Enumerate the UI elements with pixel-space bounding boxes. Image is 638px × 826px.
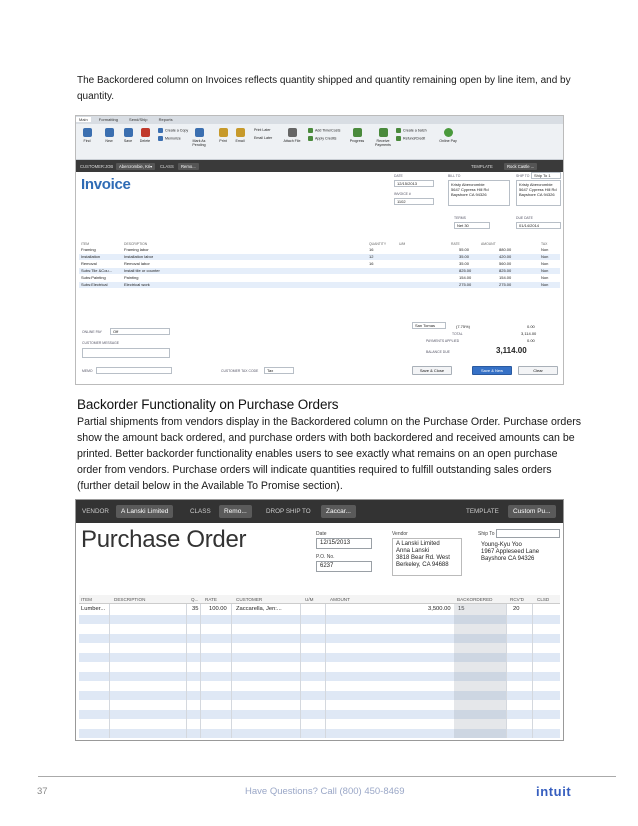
apply-credits-button[interactable]: Apply Credits — [308, 136, 336, 141]
email-icon — [236, 128, 245, 137]
line-desc: Installation labor — [124, 254, 154, 259]
intro-text: The Backordered column on Invoices reflects quantity shipped and quantity remaining open by line item, and by quantity. — [77, 75, 571, 102]
col-tax: TAX — [541, 242, 548, 246]
po-class-label: CLASS — [190, 508, 211, 515]
date-field[interactable]: 12/15/2013 — [394, 180, 434, 187]
print-button[interactable]: Print — [214, 128, 232, 143]
memorize-icon — [158, 136, 163, 141]
line-desc: Removal labor — [124, 261, 150, 266]
customer-job-select[interactable]: Abercrombie, Kri▾ — [116, 163, 155, 170]
line-item: Removal — [81, 261, 97, 266]
customer-message-label: CUSTOMER MESSAGE — [82, 341, 120, 345]
line-amount: 880.00 — [499, 247, 512, 252]
ship-to-select[interactable]: Ship To 1 — [531, 172, 561, 179]
due-date-field[interactable]: 01/14/2014 — [516, 222, 561, 229]
section-heading: Backorder Functionality on Purchase Orders — [77, 397, 339, 412]
batch-icon — [396, 128, 401, 133]
online-pay-select[interactable]: Off — [110, 328, 170, 335]
col-quantity: QUANTITY — [369, 242, 387, 246]
total-amount: 3,114.00 — [521, 331, 537, 336]
invoice-title: Invoice — [81, 176, 131, 193]
col-amount: AMOUNT — [481, 242, 496, 246]
progress-icon — [353, 128, 362, 137]
payments-icon — [379, 128, 388, 137]
po-cell-rcvd: 20 — [513, 606, 520, 612]
credits-icon — [308, 136, 313, 141]
col-um: U/M — [399, 242, 406, 246]
terms-label: TERMS — [454, 216, 466, 220]
vendor-label: VENDOR — [82, 508, 109, 515]
due-date-label: DUE DATE — [516, 216, 533, 220]
line-qty: 12 — [369, 254, 374, 259]
po-template-select[interactable]: Custom Pu... — [508, 505, 556, 518]
po-number-field[interactable]: 6237 — [316, 561, 372, 572]
col-description: DESCRIPTION — [124, 242, 148, 246]
receive-payments-button[interactable]: Receive Payments — [372, 128, 394, 147]
new-icon — [105, 128, 114, 137]
ship-to-field[interactable]: Kristy Abercrombie 5647 Cypress Hill Rd Bayshore CA 94326 — [516, 180, 561, 206]
add-time-costs-button[interactable]: Add Time/Costs — [308, 128, 340, 133]
po-cell-customer: Zaccarella, Jen:... — [236, 606, 282, 612]
vendor-select[interactable]: A Lanski Limited — [116, 505, 173, 518]
line-amount: 825.00 — [499, 268, 512, 273]
po-ship-to-address: Young-Kyu Yoo 1967 Appleseed Lane Bayshore CA 94326 — [478, 540, 560, 570]
line-item: Subs:Tile &Cou... — [81, 268, 112, 273]
line-tax: Non — [541, 282, 549, 287]
delete-button[interactable]: Delete — [136, 128, 154, 143]
drop-ship-select[interactable]: Zaccar... — [321, 505, 356, 518]
invoice-number-label: INVOICE # — [394, 192, 411, 196]
memo-label: MEMO — [82, 369, 93, 373]
col-backordered: BACKORDERED — [457, 597, 493, 602]
pending-icon — [195, 128, 204, 137]
po-cell-amount: 3,500.00 — [428, 606, 451, 612]
col-item: ITEM — [81, 242, 90, 246]
vendor-address: A Lanski Limited Anna Lanski 3818 Bear Rd. West Berkeley, CA 94688 — [392, 538, 462, 576]
line-tax: Non — [541, 275, 549, 280]
payments-applied-amount: 0.00 — [527, 338, 535, 343]
line-amount: 275.00 — [499, 282, 512, 287]
line-item: Subs:Painting — [81, 275, 106, 280]
save-icon — [124, 128, 133, 137]
memo-field[interactable] — [96, 367, 172, 374]
po-title: Purchase Order — [81, 526, 247, 553]
invoice-header-bar — [76, 160, 563, 172]
print-icon — [219, 128, 228, 137]
line-qty: 16 — [369, 261, 374, 266]
po-class-select[interactable]: Remo... — [219, 505, 252, 518]
refund-icon — [396, 136, 401, 141]
invoice-screenshot — [75, 115, 564, 385]
line-rate: 55.00 — [459, 247, 470, 252]
po-cell-item: Lumber... — [81, 606, 106, 612]
create-batch-button[interactable]: Create a batch — [396, 128, 427, 133]
section-body: Partial shipments from vendors display in the Backordered column on the Purchase Order. Purchase orders show the amount back ordered, and purchase orders with both backordered and received amounts can be printed. Better backorder functionality enables users to see exactly what remains on an open purchase order from vendors. Purchase orders will indicate quantities required to fulfill outstanding sales orders (further detail below in the Available To Promise section). — [77, 416, 582, 492]
cust-tax-code-select[interactable]: Tax — [264, 367, 294, 374]
print-later-checkbox[interactable]: Print Later — [254, 128, 271, 132]
invoice-line-row[interactable] — [79, 261, 560, 267]
po-ship-to-select[interactable] — [496, 529, 560, 538]
po-cell-rate: 100.00 — [209, 606, 227, 612]
email-button[interactable]: Email — [231, 128, 249, 143]
vendor-address-label: Vendor — [392, 531, 408, 537]
paperclip-icon — [288, 128, 297, 137]
col-rcvd: RCV'D — [510, 597, 524, 602]
po-ship-to-label: Ship To — [478, 531, 495, 537]
po-number-label: P.O. No. — [316, 554, 335, 560]
new-button[interactable]: New — [100, 128, 118, 143]
find-button[interactable]: Find — [78, 128, 96, 143]
footer-rule — [38, 776, 616, 777]
invoice-line-row[interactable] — [79, 282, 560, 288]
po-date-field[interactable]: 12/15/2013 — [316, 538, 372, 549]
line-tax: Non — [541, 247, 549, 252]
line-item: Installation — [81, 254, 101, 259]
save-button[interactable]: Save — [119, 128, 137, 143]
customer-message-select[interactable] — [82, 348, 170, 358]
line-desc: Painting — [124, 275, 139, 280]
online-pay-icon — [444, 128, 453, 137]
intuit-logo: intuit — [536, 784, 572, 799]
line-tax: Non — [541, 254, 549, 259]
invoice-line-row[interactable] — [79, 268, 560, 274]
email-later-checkbox[interactable]: Email Later — [254, 136, 273, 140]
line-amount: 154.00 — [499, 275, 512, 280]
col-amount: AMOUNT — [330, 597, 350, 602]
po-cell-backordered: 15 — [458, 606, 465, 612]
line-amount: 560.00 — [499, 261, 512, 266]
tab-main[interactable]: Main — [76, 117, 91, 122]
bill-to-label: BILL TO — [448, 174, 461, 178]
line-rate: 825.00 — [459, 268, 472, 273]
cust-tax-code-label: CUSTOMER TAX CODE — [221, 369, 259, 373]
ribbon-toolbar — [76, 124, 563, 160]
online-pay-label: ONLINE PAY — [82, 330, 102, 334]
balance-due-label: BALANCE DUE — [426, 350, 450, 354]
class-label: CLASS — [160, 164, 174, 169]
bill-to-field[interactable]: Kristy Abercrombie 5647 Cypress Hill Rd Bayshore CA 94326 — [448, 180, 510, 206]
po-header-bar — [76, 500, 563, 523]
invoice-number-field[interactable]: 1102 — [394, 198, 434, 205]
mark-pending-button[interactable]: Mark As Pending — [188, 128, 210, 147]
ship-to-label: SHIP TO — [516, 174, 530, 178]
col-customer: CUSTOMER — [236, 597, 263, 602]
attach-file-button[interactable]: Attach File — [283, 128, 301, 143]
col-clsd: CLSD — [537, 597, 550, 602]
invoice-line-row[interactable] — [79, 254, 560, 260]
tab-formatting[interactable]: Formatting — [98, 117, 118, 122]
clear-button[interactable]: Clear — [518, 366, 558, 375]
balance-due-amount: 3,114.00 — [496, 346, 527, 355]
backordered-column-highlight — [454, 604, 506, 738]
copy-icon — [158, 128, 163, 133]
refund-credit-button[interactable]: Refund/Credit — [396, 136, 425, 141]
footer-contact: Have Questions? Call (800) 450-8469 — [245, 786, 405, 797]
customer-job-label: CUSTOMER:JOB — [80, 164, 114, 169]
line-rate: 154.00 — [459, 275, 472, 280]
memorize-button[interactable]: Memorize — [158, 136, 181, 141]
save-new-button[interactable]: Save & New — [472, 366, 512, 375]
col-item: ITEM — [81, 597, 92, 602]
payments-applied-label: PAYMENTS APPLIED — [426, 339, 460, 343]
time-icon — [308, 128, 313, 133]
template-label: TEMPLATE — [471, 164, 493, 169]
tax-item-select[interactable]: San Tomas — [412, 322, 446, 329]
tab-send-ship[interactable]: Send/Ship — [129, 117, 148, 122]
line-rate: 35.00 — [459, 261, 470, 266]
line-tax: Non — [541, 268, 549, 273]
line-desc: Framing labor — [124, 247, 149, 252]
page-number: 37 — [37, 786, 48, 797]
class-select[interactable]: Remo... — [178, 163, 199, 170]
col-description: DESCRIPTION — [114, 597, 146, 602]
line-rate: 275.00 — [459, 282, 472, 287]
progress-button[interactable]: Progress — [346, 128, 368, 143]
invoice-line-row[interactable] — [79, 275, 560, 281]
line-tax: Non — [541, 261, 549, 266]
create-copy-button[interactable]: Create a Copy — [158, 128, 188, 133]
terms-select[interactable]: Net 30 — [454, 222, 490, 229]
tab-reports[interactable]: Reports — [158, 117, 173, 122]
delete-icon — [141, 128, 150, 137]
po-date-label: Date — [316, 531, 327, 537]
ribbon-tabs — [76, 116, 563, 124]
template-select[interactable]: Rock Castle ... — [504, 163, 537, 170]
date-label: DATE — [394, 174, 403, 178]
col-rate: RATE — [205, 597, 217, 602]
find-icon — [83, 128, 92, 137]
purchase-order-screenshot — [75, 499, 564, 741]
line-item: Framing — [81, 247, 96, 252]
online-pay-button[interactable]: Online Pay — [438, 128, 458, 143]
drop-ship-label: DROP SHIP TO — [266, 508, 311, 515]
po-template-label: TEMPLATE — [466, 508, 499, 515]
col-um: U/M — [305, 597, 314, 602]
line-qty: 16 — [369, 247, 374, 252]
total-label: TOTAL — [452, 332, 463, 336]
line-desc: Electrical work — [124, 282, 150, 287]
col-qty: Q... — [191, 597, 199, 602]
tax-rate: (7.75%) — [456, 324, 471, 329]
po-column-header — [79, 595, 560, 604]
line-item: Subs:Electrical — [81, 282, 108, 287]
col-rate: RATE — [451, 242, 460, 246]
save-close-button[interactable]: Save & Close — [412, 366, 452, 375]
invoice-line-row[interactable] — [79, 247, 560, 253]
line-rate: 35.00 — [459, 254, 470, 259]
po-cell-qty: 35 — [192, 606, 199, 612]
tax-amount: 0.00 — [527, 324, 535, 329]
line-amount: 420.00 — [499, 254, 512, 259]
line-desc: Install tile or counter — [124, 268, 160, 273]
